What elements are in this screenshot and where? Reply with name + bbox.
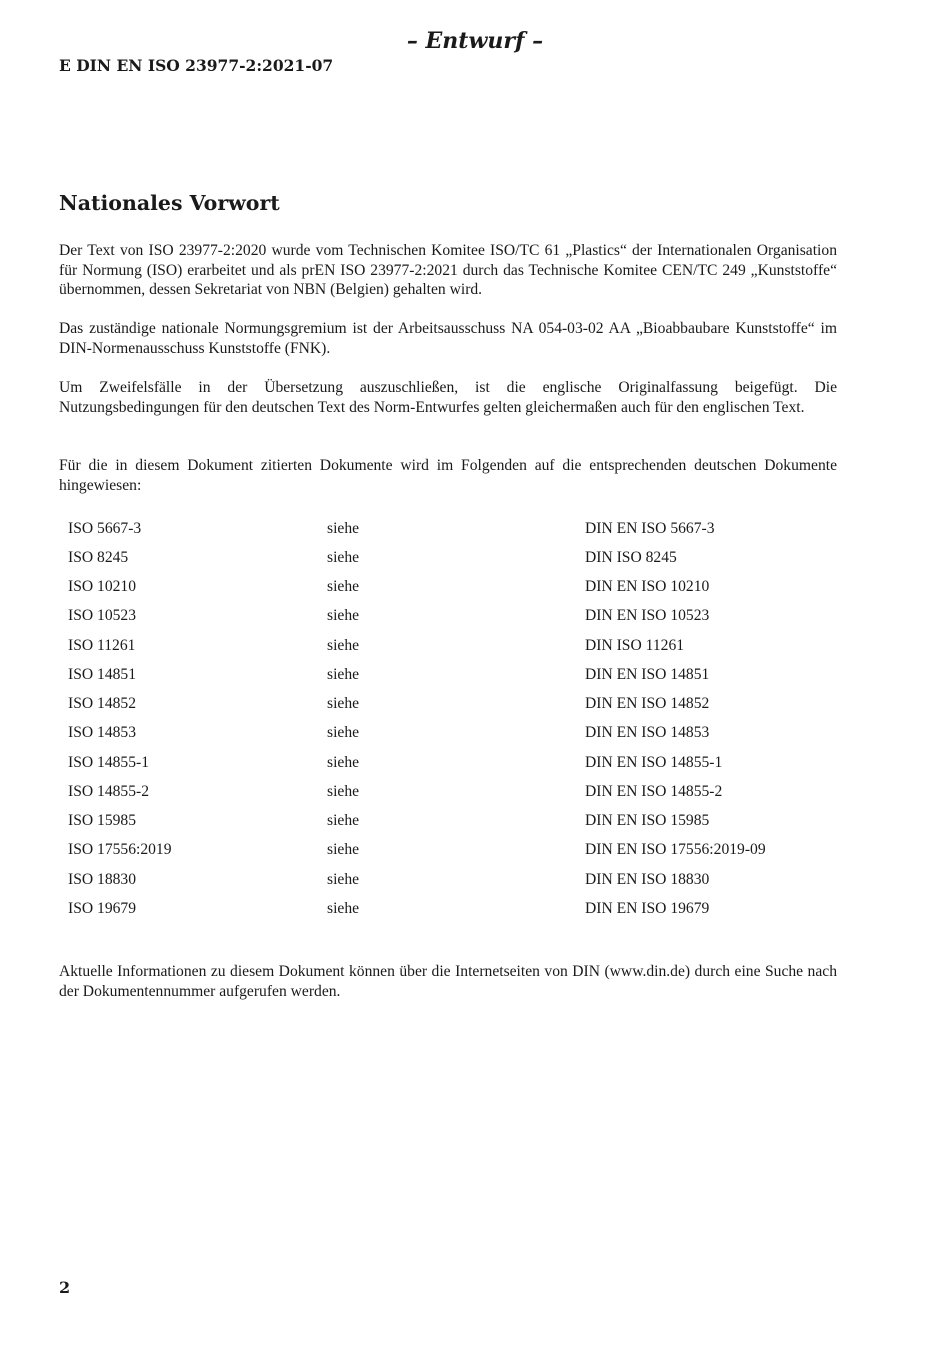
table-row (59, 660, 837, 689)
din-reference: DIN EN ISO 14851 (585, 665, 710, 683)
see-label: siehe (327, 665, 360, 683)
iso-reference: ISO 17556:2019 (68, 841, 172, 859)
section-title: Nationales Vorwort (59, 191, 280, 215)
din-reference: DIN EN ISO 14855-2 (585, 782, 723, 800)
table-row (59, 573, 837, 602)
din-reference: DIN EN ISO 14855-1 (585, 753, 723, 771)
iso-reference: ISO 5667-3 (68, 519, 142, 537)
see-label: siehe (327, 899, 360, 917)
din-reference: DIN ISO 11261 (585, 636, 685, 654)
see-label: siehe (327, 695, 360, 713)
paragraph-committee: Das zuständige nationale Normungsgremium ist der Arbeitsausschuss NA 054-03-02 AA „Bioabbaubare Kunststoffe“ im DIN-Normenausschuss Kunststoffe (FNK). (59, 320, 837, 357)
iso-reference: ISO 11261 (68, 636, 136, 654)
din-reference: DIN ISO 8245 (585, 548, 677, 566)
iso-reference: ISO 8245 (68, 548, 129, 566)
din-reference: DIN EN ISO 5667-3 (585, 519, 715, 537)
page-number: 2 (59, 1278, 71, 1297)
table-row (59, 631, 837, 660)
iso-reference: ISO 18830 (68, 870, 137, 888)
see-label: siehe (327, 753, 360, 771)
see-label: siehe (327, 607, 360, 625)
table-row (59, 543, 837, 572)
reference-table (59, 514, 837, 924)
table-row (59, 690, 837, 719)
din-reference: DIN EN ISO 10523 (585, 607, 710, 625)
din-reference: DIN EN ISO 14853 (585, 724, 710, 742)
document-id: E DIN EN ISO 23977-2:2021-07 (59, 56, 334, 75)
din-reference: DIN EN ISO 10210 (585, 578, 710, 596)
iso-reference: ISO 10210 (68, 578, 137, 596)
table-row (59, 865, 837, 894)
table-row (59, 836, 837, 865)
table-row (59, 719, 837, 748)
iso-reference: ISO 19679 (68, 899, 137, 917)
table-row (59, 748, 837, 777)
table-row (59, 602, 837, 631)
iso-reference: ISO 14853 (68, 724, 137, 742)
iso-reference: ISO 14855-1 (68, 753, 149, 771)
see-label: siehe (327, 548, 360, 566)
iso-reference: ISO 14851 (68, 665, 137, 683)
table-row (59, 777, 837, 806)
see-label: siehe (327, 841, 360, 859)
din-reference: DIN EN ISO 18830 (585, 870, 710, 888)
draft-mark: – Entwurf – (406, 28, 544, 54)
din-reference: DIN EN ISO 17556:2019-09 (585, 841, 766, 859)
see-label: siehe (327, 812, 360, 830)
din-reference: DIN EN ISO 15985 (585, 812, 710, 830)
see-label: siehe (327, 578, 360, 596)
see-label: siehe (327, 636, 360, 654)
paragraph-translation: Um Zweifelsfälle in der Übersetzung auszuschließen, ist die englische Originalfassung beigefügt. Die Nutzungsbedingungen für den deutschen Text des Norm-Entwurfes gelten gleichermaßen auch für den englischen Text. (59, 379, 837, 416)
table-row (59, 807, 837, 836)
iso-reference: ISO 14855-2 (68, 782, 149, 800)
iso-reference: ISO 15985 (68, 812, 137, 830)
paragraph-origin: Der Text von ISO 23977-2:2020 wurde vom Technischen Komitee ISO/TC 61 „Plastics“ der Internationalen Organisation für Normung (ISO) erarbeitet und als prEN ISO 23977-2:2021 durch das Technische Komitee CEN/TC 249 „Kunststoffe“ übernommen, dessen Sekretariat von NBN (Belgien) gehalten wird. (59, 242, 837, 299)
paragraph-online-info: Aktuelle Informationen zu diesem Dokument können über die Internetseiten von DIN (www.din.de) durch eine Suche nach der Dokumentennummer aufgerufen werden. (59, 963, 837, 1000)
table-row (59, 894, 837, 923)
see-label: siehe (327, 724, 360, 742)
din-reference: DIN EN ISO 19679 (585, 899, 710, 917)
table-row (59, 514, 837, 543)
iso-reference: ISO 10523 (68, 607, 137, 625)
see-label: siehe (327, 519, 360, 537)
see-label: siehe (327, 782, 360, 800)
paragraph-references-intro: Für die in diesem Dokument zitierten Dokumente wird im Folgenden auf die entsprechenden deutschen Dokumente hingewiesen: (59, 457, 837, 494)
din-reference: DIN EN ISO 14852 (585, 695, 710, 713)
iso-reference: ISO 14852 (68, 695, 137, 713)
see-label: siehe (327, 870, 360, 888)
